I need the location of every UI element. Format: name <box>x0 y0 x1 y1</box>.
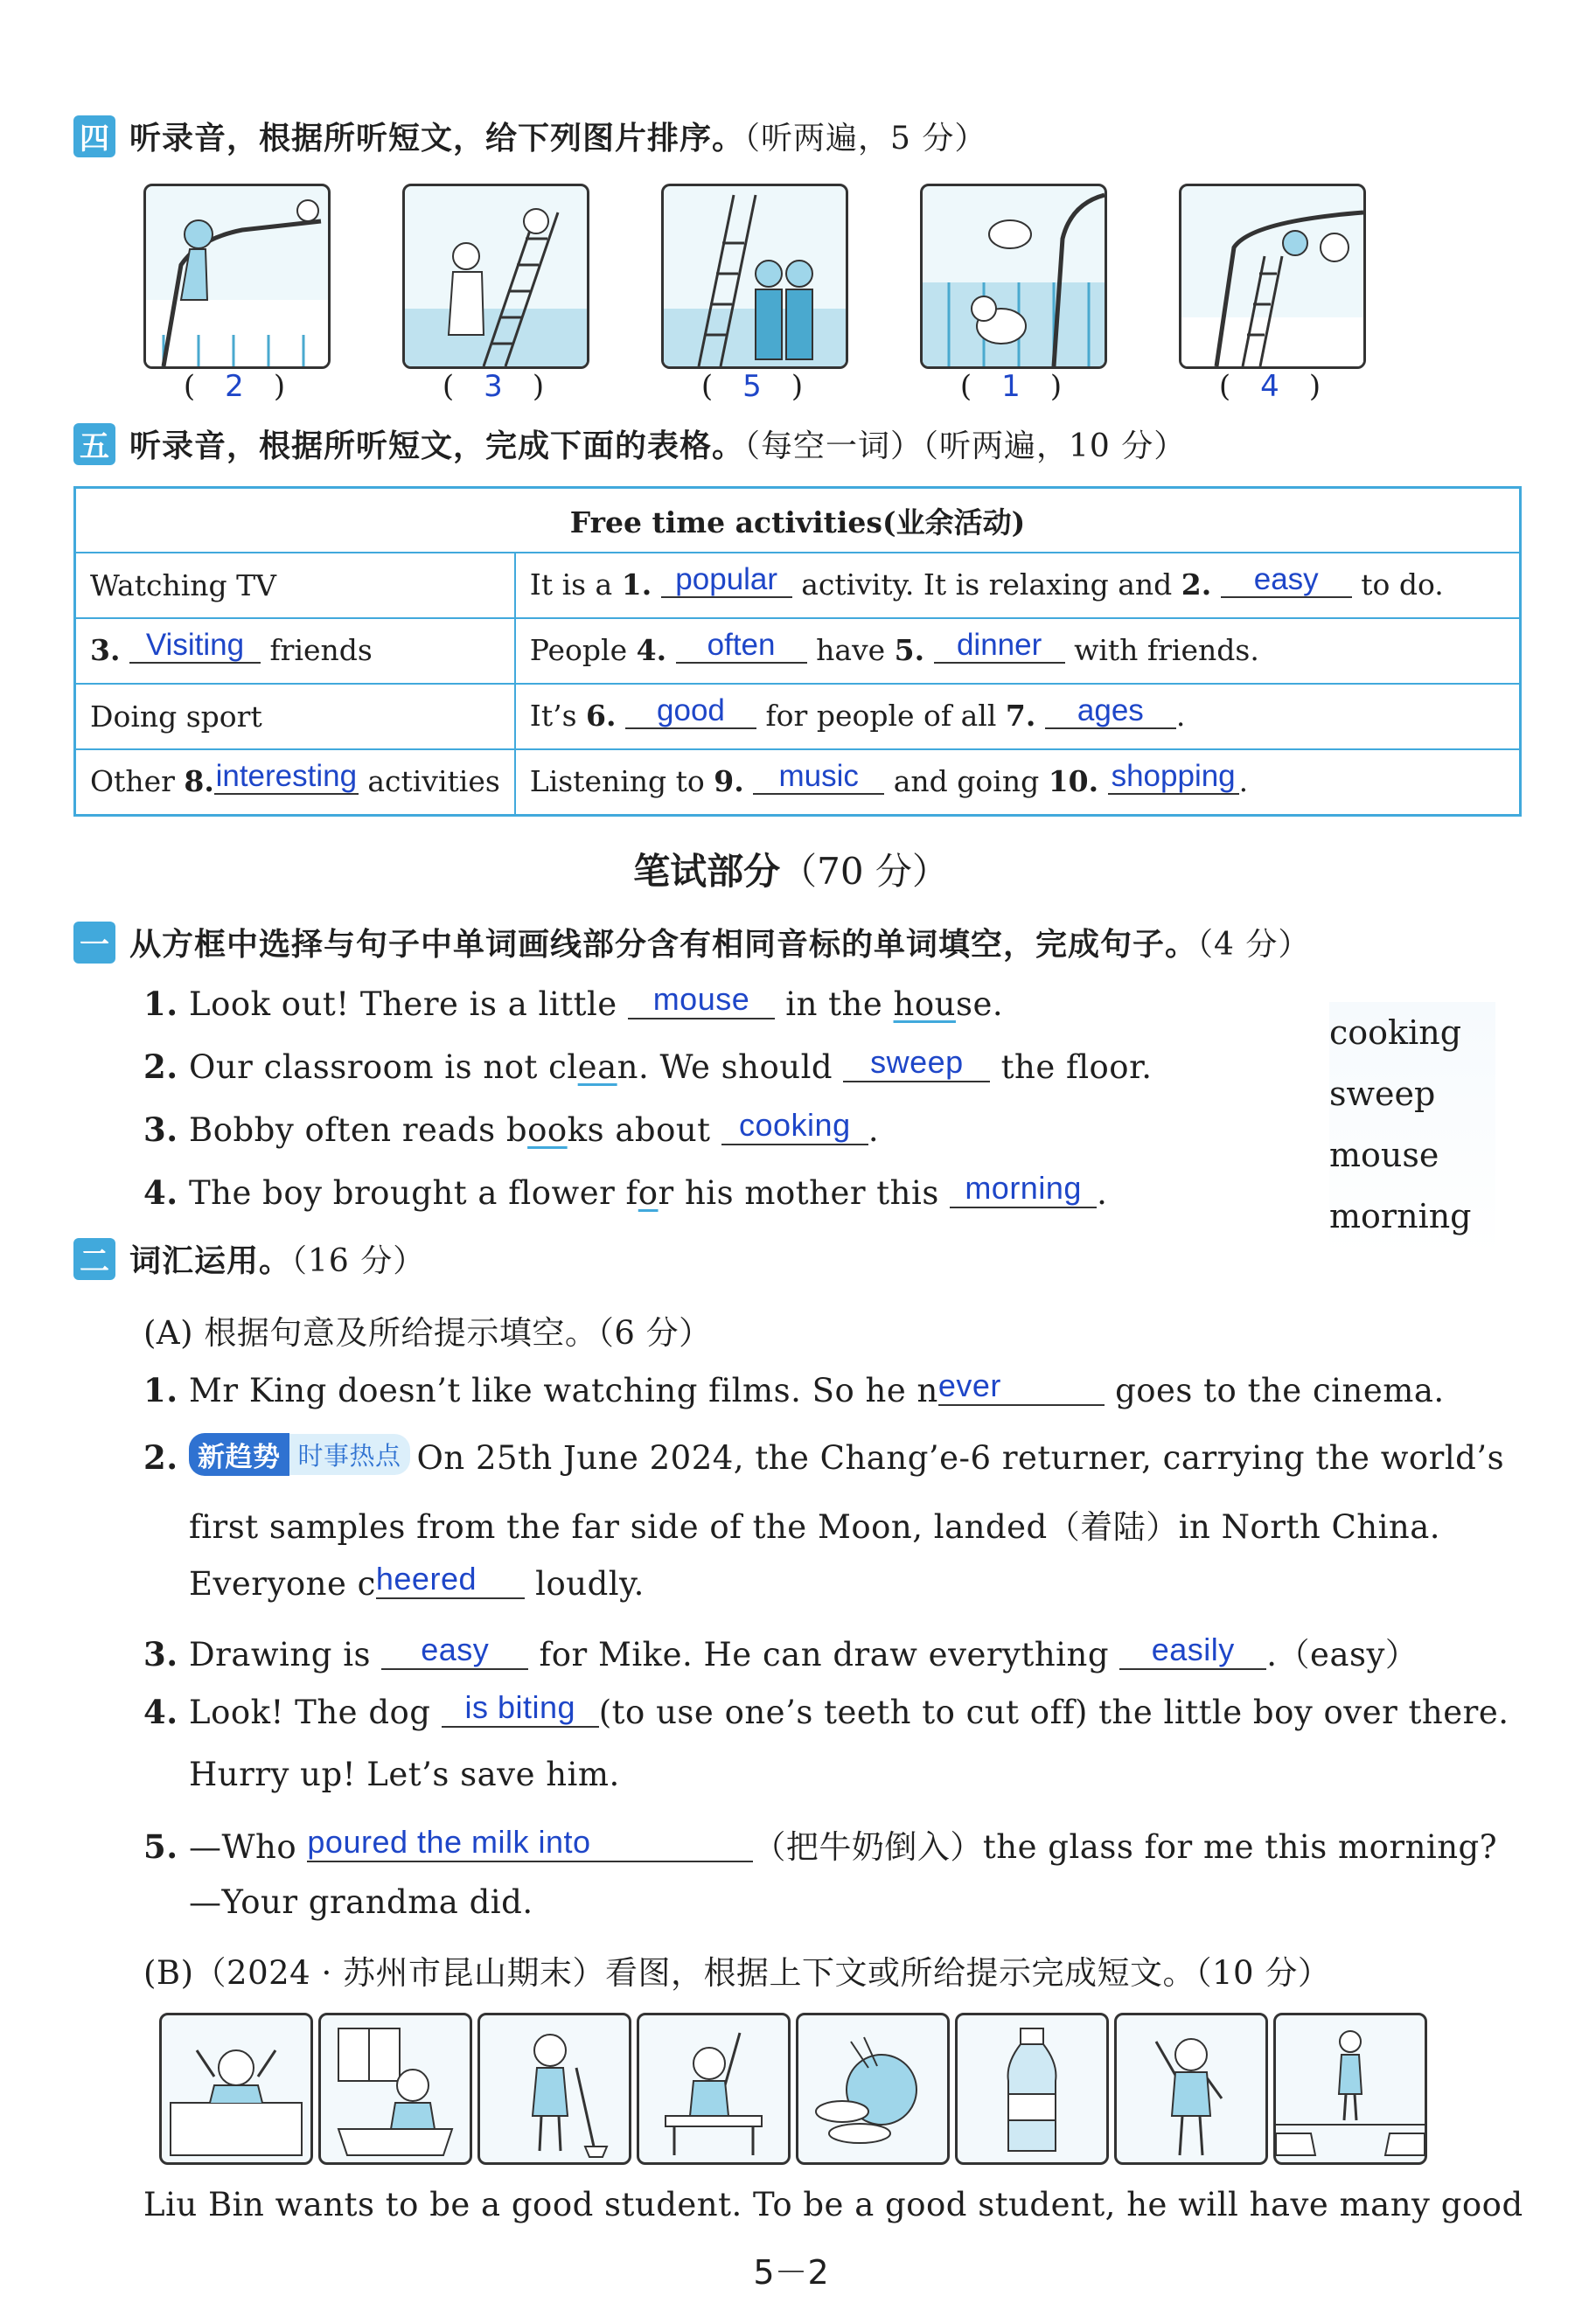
answer-blank[interactable]: heered <box>376 1561 525 1599</box>
word-option: mouse <box>1329 1136 1439 1174</box>
question-line: 4. The boy brought a flower for his mother this morning . <box>143 1170 1108 1212</box>
section-title: 听录音，根据所听短文，完成下面的表格。（每空一词）（听两遍，10 分） <box>129 428 1187 464</box>
question-line: 2. Our classroom is not clean. We should sweep the floor. <box>143 1044 1153 1086</box>
answer-blank[interactable]: sweep <box>843 1044 990 1082</box>
sub-heading: (A) 根据句意及所给提示填空。（6 分） <box>143 1314 712 1352</box>
question-line: 2. 新趋势 时事热点 On 25th June 2024, the Chang’e-6 returner, carrying the world’s <box>143 1436 1504 1479</box>
answer-blank[interactable]: music <box>753 760 884 796</box>
answer-paren: ( 5 ) <box>700 369 804 404</box>
question-line: —Your grandma did. <box>189 1883 533 1921</box>
answer-blank[interactable]: morning <box>950 1170 1097 1208</box>
section-title: 词汇运用。（16 分） <box>129 1243 426 1279</box>
written-part-title: 笔试部分（70 分） <box>633 850 949 893</box>
table-cell: Watching TV <box>75 553 515 618</box>
answer-blank[interactable]: easily <box>1119 1632 1266 1670</box>
question-line: 3. Drawing is easy for Mike. He can draw everything easily .（easy） <box>143 1632 1418 1673</box>
table-title: Free time activities(业余活动) <box>75 488 1521 553</box>
cat-in-tree-icon <box>143 184 331 369</box>
answer-paren: ( 1 ) <box>959 369 1063 404</box>
table-cell: 3. Visiting friends <box>75 618 515 684</box>
question-line: 1. Mr King doesn’t like watching films. So he never goes to the cinema. <box>143 1367 1445 1409</box>
section-badge: 四 <box>73 115 115 157</box>
exercise-icon <box>1114 2013 1268 2165</box>
question-line: Hurry up! Let’s save him. <box>189 1756 620 1793</box>
word-box <box>1329 1002 1495 1256</box>
answer-blank[interactable]: mouse <box>628 981 775 1019</box>
answer-blank[interactable]: dinner <box>934 629 1065 664</box>
answer-blank[interactable]: interesting <box>214 760 359 796</box>
page-number: 5－2 <box>753 2253 829 2292</box>
part-2-header <box>73 1236 425 1281</box>
question-line: 1. Look out! There is a little mouse in the house. <box>143 981 1004 1023</box>
section-title: 听录音，根据所听短文，给下列图片排序。（听两遍，5 分） <box>129 121 987 157</box>
table-cell: It’s 6. good for people of all 7. ages . <box>515 684 1521 749</box>
answer-blank[interactable]: Visiting <box>129 629 261 664</box>
dog-chasing-cat-icon <box>920 184 1107 369</box>
answer-paren: ( 4 ) <box>1218 369 1321 404</box>
ladder-climb-icon <box>402 184 589 369</box>
answer-blank[interactable]: easy <box>381 1632 528 1670</box>
answer-blank[interactable]: ages <box>1045 694 1176 730</box>
table-cell: Listening to 9. music and going 10. shopping . <box>515 749 1521 816</box>
homework-icon <box>318 2013 472 2165</box>
table-cell: Other 8.interesting activities <box>75 749 515 816</box>
water-bottle-icon <box>955 2013 1109 2165</box>
answer-blank[interactable]: popular <box>661 563 792 599</box>
answer-paren: ( 2 ) <box>183 369 286 404</box>
table-cell: Doing sport <box>75 684 515 749</box>
part-1-header <box>73 920 1310 964</box>
answer-blank[interactable]: shopping <box>1108 760 1239 796</box>
table-row <box>75 618 1521 684</box>
question-line: 3. Bobby often reads books about cooking . <box>143 1107 880 1149</box>
question-line: first samples from the far side of the Moon, landed（着陆）in North China. <box>189 1508 1441 1546</box>
firefighters-icon <box>661 184 848 369</box>
trend-tag: 新趋势 时事热点 <box>189 1433 410 1476</box>
question-line: Everyone cheered loudly. <box>189 1561 645 1603</box>
question-line: 4. Look! The dog is biting (to use one’s teeth to cut off) the little boy over there. <box>143 1689 1509 1731</box>
table-cell: People 4. often have 5. dinner with friends. <box>515 618 1521 684</box>
section-badge: 五 <box>73 423 115 465</box>
section-5-header <box>73 421 1186 466</box>
rescue-cat-icon <box>1179 184 1366 369</box>
answer-blank[interactable]: easy <box>1221 563 1352 599</box>
wake-up-icon <box>159 2013 313 2165</box>
passage-line: Liu Bin wants to be a good student. To be a good student, he will have many good <box>143 2186 1523 2223</box>
raise-hand-icon <box>637 2013 791 2165</box>
section-badge: 二 <box>73 1238 115 1280</box>
vegetables-icon <box>796 2013 950 2165</box>
sub-heading: (B)（2024 · 苏州市昆山期末）看图，根据上下文或所给提示完成短文。（10 分） <box>143 1954 1331 1992</box>
question-line: 5. —Who poured the milk into （把牛奶倒入）the glass for me this morning? <box>143 1824 1498 1866</box>
free-time-table <box>73 486 1522 817</box>
answer-blank[interactable]: ever <box>938 1367 1105 1406</box>
answer-paren: ( 3 ) <box>442 369 545 404</box>
answer-blank[interactable]: often <box>676 629 807 664</box>
table-cell: It is a 1. popular activity. It is relaxing and 2. easy to do. <box>515 553 1521 618</box>
word-option: sweep <box>1329 1075 1436 1113</box>
table-row <box>75 684 1521 749</box>
word-option: cooking <box>1329 1013 1462 1052</box>
section-4-header <box>73 114 986 158</box>
answer-blank[interactable]: good <box>625 694 756 730</box>
answer-blank[interactable]: is biting <box>442 1689 599 1728</box>
table-row <box>75 749 1521 816</box>
table-row <box>75 553 1521 618</box>
section-badge: 一 <box>73 922 115 964</box>
answer-blank[interactable]: cooking <box>721 1107 868 1145</box>
sweeping-icon <box>477 2013 631 2165</box>
section-title: 从方框中选择与句子中单词画线部分含有相同音标的单词填空，完成句子。（4 分） <box>129 927 1311 963</box>
word-option: morning <box>1329 1197 1472 1235</box>
crossing-road-icon <box>1273 2013 1427 2165</box>
answer-blank[interactable]: poured the milk into <box>307 1824 753 1862</box>
